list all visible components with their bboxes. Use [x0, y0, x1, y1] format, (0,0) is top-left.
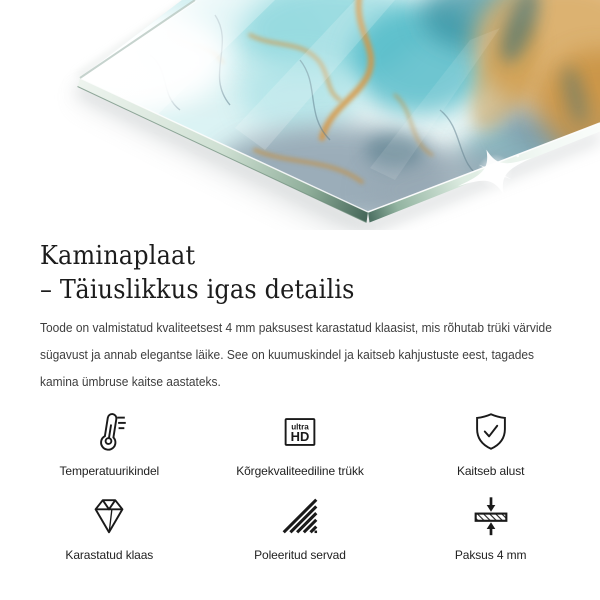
- thickness-press-icon: [468, 493, 514, 539]
- feature-label: Paksus 4 mm: [454, 548, 527, 562]
- feature-label: Kaitseb alust: [456, 464, 525, 478]
- feature-print-quality: [205, 409, 396, 478]
- feature-polished-edges: [205, 493, 396, 562]
- shield-check-icon: [468, 409, 514, 455]
- feature-thickness: [395, 493, 586, 562]
- product-image: [0, 0, 600, 230]
- description-line: Toode on valmistatud kvaliteetsest 4 mm paksusest karastatud klaasist, mis rõhutab trüki värvide: [40, 320, 552, 335]
- description-line: kamina ümbruse kaitse aastateks.: [40, 374, 221, 389]
- feature-label: Karastatud klaas: [65, 548, 154, 562]
- page-title: [40, 239, 518, 307]
- feature-grid: [14, 409, 586, 562]
- diamond-icon: [86, 493, 132, 539]
- ultra-hd-icon-text-top: ultra: [291, 422, 309, 432]
- feature-temperature: [14, 409, 205, 478]
- feature-label: Poleeritud servad: [254, 548, 346, 562]
- ultra-hd-icon: [277, 409, 323, 455]
- feature-label: Temperatuurikindel: [59, 464, 160, 478]
- polished-edges-icon: [277, 493, 323, 539]
- product-description: [40, 314, 552, 395]
- thermometer-icon: [86, 409, 132, 455]
- product-description-block: [0, 239, 600, 562]
- description-line: sügavust ja annab elegantse läike. See on kuumuskindel ja kaitseb kahjustuste eest, tagades: [40, 347, 535, 362]
- ultra-hd-icon-text-bottom: HD: [290, 429, 310, 445]
- feature-protects-base: [395, 409, 586, 478]
- page-title-line2: – Täiuslikkus igas detailis: [40, 275, 355, 305]
- feature-label: Kõrgekvaliteediline trükk: [236, 464, 364, 478]
- page-title-line1: Kaminaplaat: [40, 241, 196, 271]
- feature-tempered-glass: [14, 493, 205, 562]
